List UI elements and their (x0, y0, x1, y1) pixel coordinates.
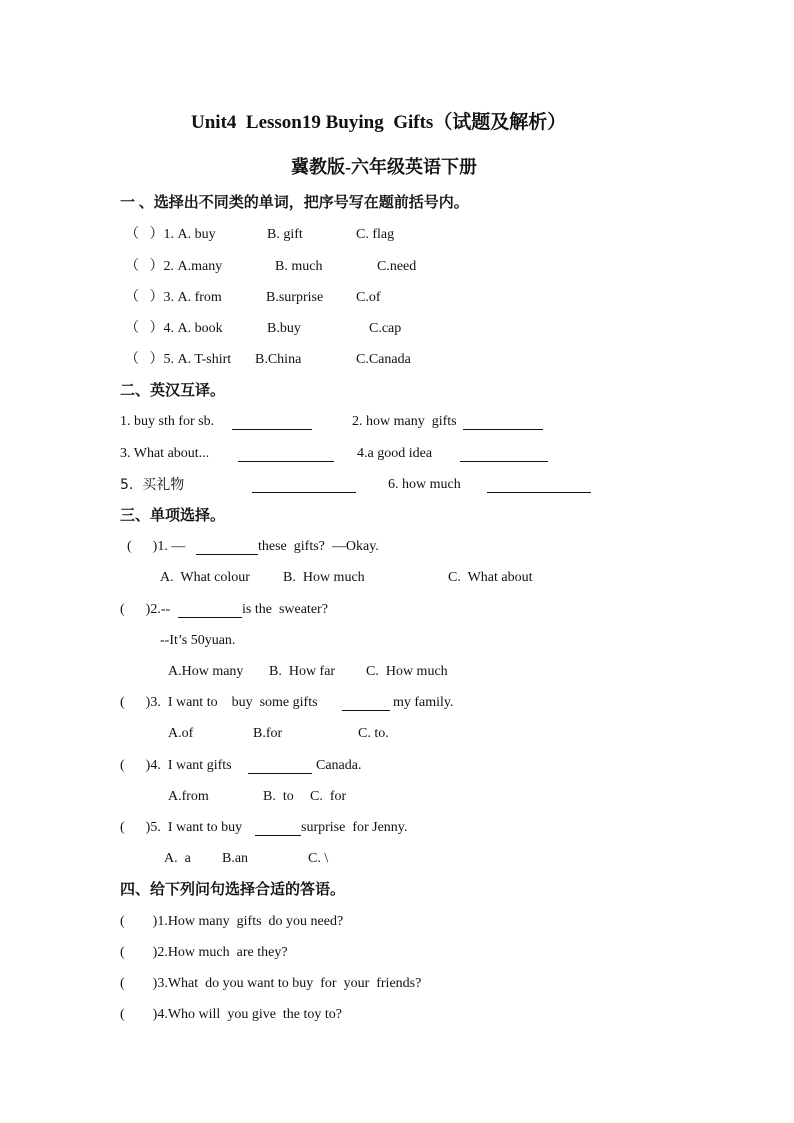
question-text: ( )4. I want gifts (120, 758, 232, 773)
term-text: 4.a good idea (357, 446, 433, 461)
option-a: A. a (164, 851, 191, 866)
question-text: （ ）4. A. book (125, 321, 223, 336)
matching-question-4: ( )4.Who will you give the toy to? (120, 1007, 343, 1022)
answer-blank[interactable] (255, 821, 301, 836)
answer-blank[interactable] (487, 478, 591, 493)
dialogue-reply: --It’s 50yuan. (160, 633, 236, 648)
term-text: 5. 买礼物 (120, 477, 185, 493)
option-c: C.Canada (356, 352, 411, 367)
question-text: ( )5. I want to buy (120, 820, 243, 835)
option-c: C. to. (358, 726, 389, 741)
option-b: B.for (253, 726, 283, 741)
option-c: C. flag (356, 227, 395, 242)
term-text: 1. buy sth for sb. (120, 414, 215, 429)
term-text: 2. how many gifts (352, 414, 457, 429)
term-text: 3. What about... (120, 446, 210, 461)
option-b: B.surprise (266, 290, 324, 305)
option-c: C. for (310, 789, 347, 804)
option-a: A.from (168, 789, 209, 804)
option-c: C.cap (369, 321, 402, 336)
term-text: 6. how much (388, 477, 461, 492)
section-heading-4: 四、给下列问句选择合适的答语。 (120, 882, 346, 898)
question-text: （ ）3. A. from (125, 290, 222, 305)
answer-blank[interactable] (248, 759, 312, 774)
matching-question-2: ( )2.How much are they? (120, 945, 288, 960)
option-c: C.need (377, 259, 417, 274)
option-b: B. much (275, 259, 323, 274)
matching-question-1: ( )1.How many gifts do you need? (120, 914, 344, 929)
option-b: B. to (263, 789, 294, 804)
question-text: ( )3. I want to buy some gifts (120, 695, 318, 710)
answer-blank[interactable] (178, 603, 242, 618)
answer-blank[interactable] (238, 447, 334, 462)
answer-blank[interactable] (252, 478, 356, 493)
answer-blank[interactable] (463, 415, 543, 430)
option-c: C. How much (366, 664, 448, 679)
document-title: Unit4 Lesson19 Buying Gifts（试题及解析） (191, 112, 567, 133)
option-b: B.China (255, 352, 302, 367)
question-text: Canada. (316, 758, 362, 773)
answer-blank[interactable] (342, 696, 390, 711)
section-heading-3: 三、单项选择。 (120, 508, 226, 524)
section-heading-2: 二、英汉互译。 (120, 383, 226, 399)
answer-blank[interactable] (232, 415, 312, 430)
question-text: （ ）2. A.many (125, 259, 223, 274)
section-heading-1: 一 、选择出不同类的单词，把序号写在题前括号内。 (120, 195, 469, 211)
option-b: B.buy (267, 321, 301, 336)
question-text: ( )1. — (127, 539, 186, 554)
option-c: C. What about (448, 570, 533, 585)
option-b: B.an (222, 851, 249, 866)
document-subtitle: 冀教版-六年级英语下册 (291, 157, 477, 177)
option-b: B. How much (283, 570, 365, 585)
question-text: my family. (393, 695, 454, 710)
option-a: A.of (168, 726, 194, 741)
option-a: A.How many (168, 664, 244, 679)
answer-blank[interactable] (460, 447, 548, 462)
option-c: C.of (356, 290, 381, 305)
option-b: B. gift (267, 227, 303, 242)
question-text: （ ）1. A. buy (125, 227, 216, 242)
question-text: （ ）5. A. T-shirt (125, 352, 232, 367)
answer-blank[interactable] (196, 540, 258, 555)
option-c: C. \ (308, 851, 329, 866)
question-text: is the sweater? (242, 602, 328, 617)
option-a: A. What colour (160, 570, 250, 585)
matching-question-3: ( )3.What do you want to buy for your friends? (120, 976, 422, 991)
question-text: these gifts? —Okay. (258, 539, 379, 554)
question-text: ( )2.-- (120, 602, 171, 617)
option-b: B. How far (269, 664, 336, 679)
question-text: surprise for Jenny. (301, 820, 408, 835)
